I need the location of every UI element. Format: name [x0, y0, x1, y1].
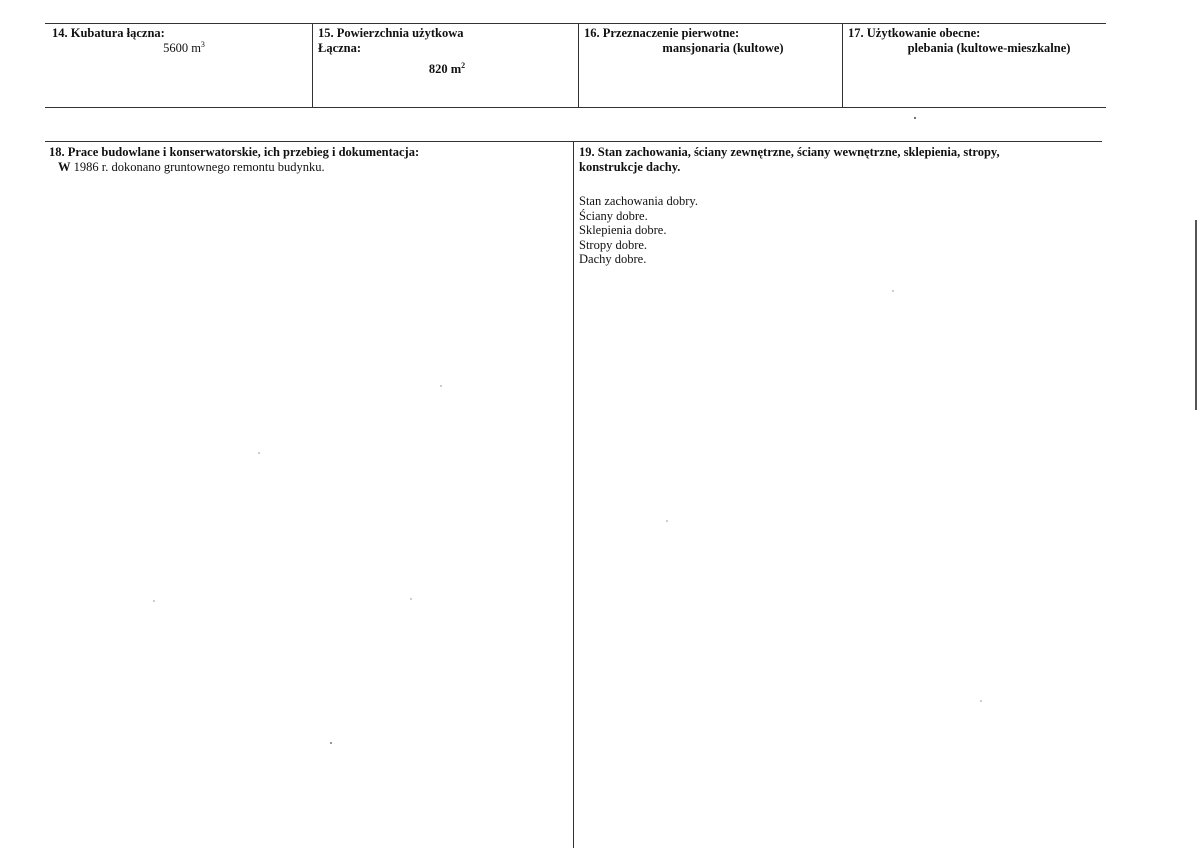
field-15-value [318, 62, 574, 77]
field-15-usable-area [318, 26, 574, 77]
field-19-line: Stropy dobre. [579, 237, 648, 252]
field-14-cubature [52, 26, 308, 56]
field-15-value-text: 820 m [428, 62, 462, 76]
field-18-construction-works [49, 145, 569, 175]
field-17-current-use [848, 26, 1104, 56]
field-16-label: 16. Przeznaczenie pierwotne: [584, 26, 740, 40]
field-19-label-line2: konstrukcje dachy. [579, 160, 681, 174]
field-14-value-text: 5600 m [163, 41, 201, 55]
field-15-unit-exponent: 2 [461, 60, 466, 70]
row1-top-border [45, 23, 1106, 24]
scan-edge-mark [1195, 220, 1197, 410]
scan-speck [666, 520, 668, 522]
scan-speck [980, 700, 982, 702]
field-19-line: Dachy dobre. [579, 252, 647, 266]
scan-speck [258, 452, 260, 454]
field-15-label-line2: Łączna: [318, 41, 362, 55]
field-18-text [49, 160, 569, 175]
field-14-value [52, 41, 308, 56]
field-19-line: Sklepienia dobre. [579, 223, 667, 237]
row1-divider-2 [578, 23, 579, 108]
field-15-label-line1: 15. Powierzchnia użytkowa [318, 26, 464, 40]
scan-speck [440, 385, 442, 387]
field-19-lines [579, 194, 1099, 267]
field-16-original-purpose [584, 26, 838, 56]
row1-bottom-border [45, 107, 1106, 108]
field-16-value: mansjonaria (kultowe) [662, 41, 784, 55]
scan-speck [914, 117, 916, 119]
field-18-text-rest: 1986 r. dokonano gruntownego remontu budynku. [70, 160, 325, 174]
row1-divider-1 [312, 23, 313, 108]
scan-speck [153, 600, 155, 602]
scan-speck [330, 742, 332, 744]
field-14-label: 14. Kubatura łączna: [52, 26, 165, 40]
field-19-line: Stan zachowania dobry. [579, 194, 698, 208]
field-19-condition [579, 145, 1099, 267]
scan-speck [410, 598, 412, 600]
field-17-label: 17. Użytkowanie obecne: [848, 26, 981, 40]
field-19-label-line1: 19. Stan zachowania, ściany zewnętrzne, ściany wewnętrzne, sklepienia, stropy, [579, 145, 1000, 159]
field-19-line: Ściany dobre. [579, 208, 648, 223]
field-18-text-lead: W [58, 160, 71, 174]
field-17-value: plebania (kultowe-mieszkalne) [907, 41, 1071, 55]
row1-divider-3 [842, 23, 843, 108]
field-18-label: 18. Prace budowlane i konserwatorskie, ich przebieg i dokumentacja: [49, 145, 420, 159]
scan-speck [892, 290, 894, 292]
field-14-unit-exponent: 3 [200, 39, 205, 49]
row2-divider [573, 141, 574, 848]
